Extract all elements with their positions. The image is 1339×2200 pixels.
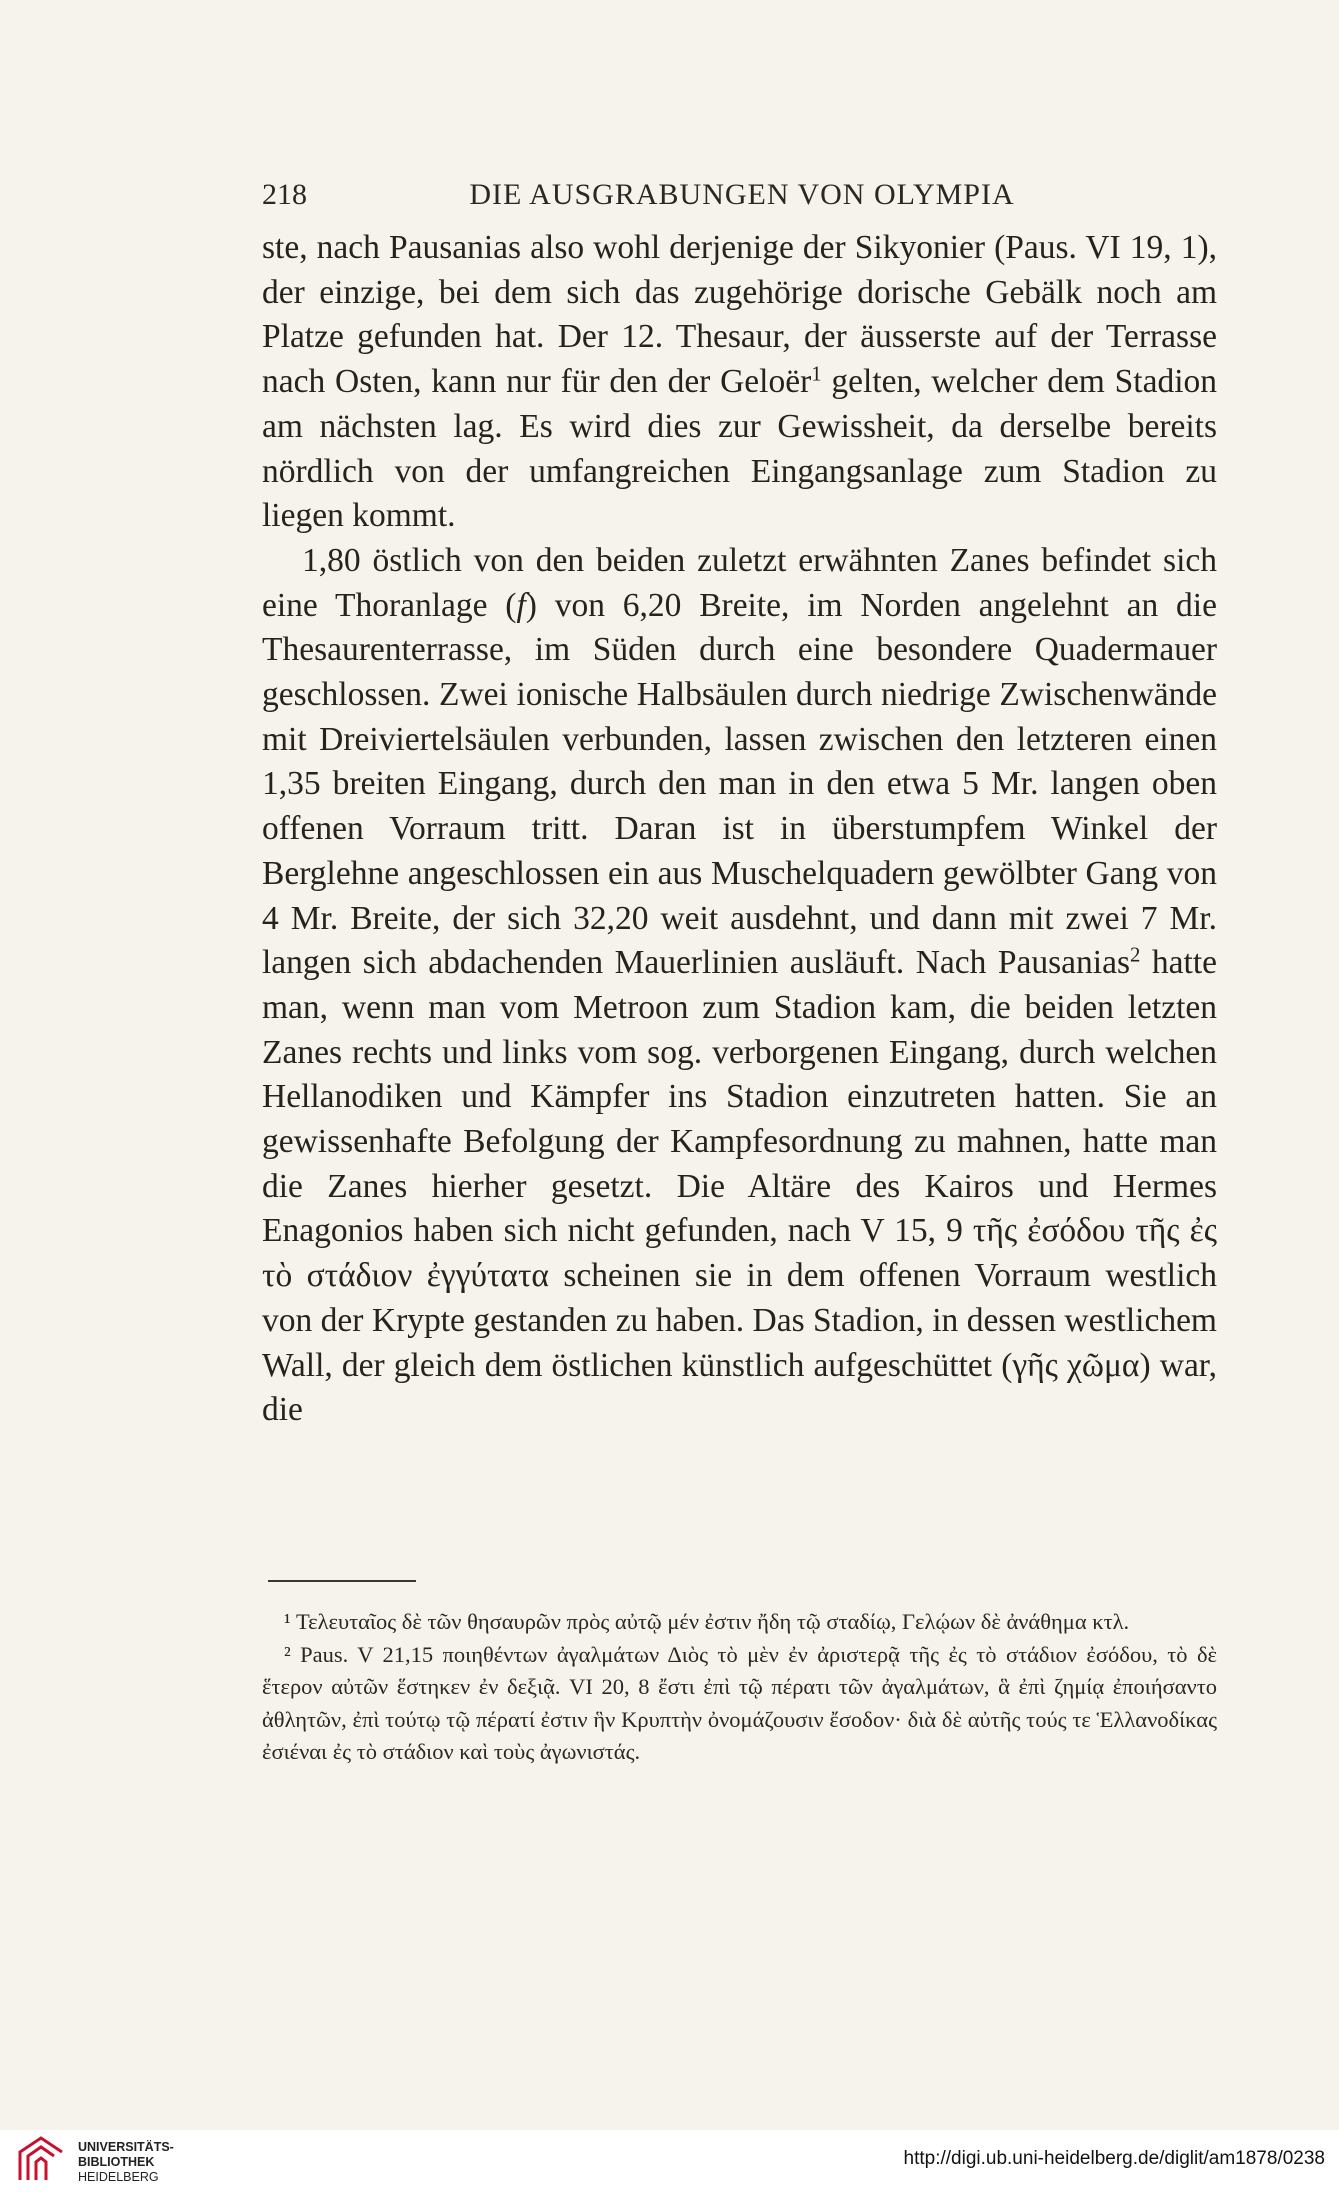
paragraph-1 [262,226,1217,539]
university-library-logo-icon [14,2132,68,2186]
footnote-ref-2: 2 [1130,943,1141,967]
paragraph-1-text-b: gelten, welcher dem Stadion am nächsten lag. Es wird dies zur Gewissheit, da derselbe bereits nördlich von der umfangreichen Eingangsanlage zum Stadion zu liegen kommt. [262,363,1217,535]
paragraph-1-text-a: ste, nach Pausanias also wohl derjenige der Sikyonier (Paus. VI 19, 1), der einzige, bei dem sich das zugehörige dorische Gebälk noch am Platze gefunden hat. Der 12. Thesaur, der äusserste auf der Terrasse nach Osten, kann nur für den der Geloër [262,229,1217,401]
page-number: 218 [262,178,307,211]
running-head [262,178,1222,218]
paragraph-2-text-c: hatte man, wenn man vom Metroon zum Stadion kam, die beiden letzten Zanes rechts und links vom sog. verborgenen Eingang, durch welchen Hellanodiken und Kämpfer ins Stadion einzutreten hatten. Sie an gewissenhafte Befolgung der Kampfesordnung zu mahnen, hatte man die Zanes hierher gesetzt. Die Altäre des Kairos und Hermes Enagonios haben sich nicht gefunden, nach V 15, 9 τῆς ἐσόδου τῆς ἐς τὸ στάδιον ἐγγύτατα scheinen sie in dem offenen Vorraum westlich von der Krypte gestanden zu haben. Das Stadion, in dessen westlichem Wall, der gleich dem östlichen künstlich aufgeschüttet (γῆς χῶμα) war, die [262,944,1218,1429]
paragraph-2-text-a: 1,80 östlich von den beiden zuletzt erwähnten Zanes befindet sich eine Thoranlage ( [262,541,1217,624]
footnote-2: ² Paus. V 21,15 ποιηθέντων ἀγαλμάτων Διὸς τὸ μὲν ἐν ἀριστερᾷ τῆς ἐς τὸ στάδιον ἐσόδου, τὸ δὲ ἕτερον αὐτῶν ἕστηκεν ἐν δεξιᾷ. VI 20, 8 ἔστι ἐπὶ τῷ πέρατι τῶν ἀγαλμάτων, ἃ ἐπὶ ζημίᾳ ἐποιήσαντο ἀθλητῶν, ἐπὶ τούτῳ τῷ πέρατί ἐστιν ἣν Κρυπτὴν ὀνομάζουσιν ἔσοδον· διὰ δὲ αὐτῆς τούς τε Ἑλλανοδίκας ἐσιέναι ἐς τὸ στάδιον καὶ τοὺς ἀγωνιστάς. [262,1641,1217,1764]
library-line-2: BIBLIOTHEK [78,2155,155,2169]
paragraph-2-text-b: ) von 6,20 Breite, im Norden angelehnt an die Thesaurenterrasse, im Süden durch eine besondere Quadermauer geschlossen. Zwei ionische Halbsäulen durch niedrige Zwischenwände mit Dreiviertelsäulen verbunden, lassen zwischen den letzteren einen 1,35 breiten Eingang, durch den man in den etwa 5 Mr. langen oben offenen Vorraum tritt. Daran ist in überstumpfem Winkel der Berglehne angeschlossen ein aus Muschelquadern gewölbter Gang von 4 Mr. Breite, der sich 32,20 weit ausdehnt, und dann mit zwei 7 Mr. langen sich abdachenden Mauerlinien ausläuft. Nach Pausanias [262,586,1217,982]
source-url[interactable]: http://digi.ub.uni-heidelberg.de/diglit/am1878/0238 [903,2148,1325,2169]
footnote-rule [268,1580,416,1582]
body-text [262,226,1217,1433]
library-line-3: HEIDELBERG [78,2170,159,2184]
running-title: DIE AUSGRABUNGEN VON OLYMPIA [469,178,1015,211]
library-line-1: UNIVERSITÄTS- [78,2140,174,2154]
paragraph-2 [262,539,1217,1433]
footnote-1: ¹ Τελευταῖος δὲ τῶν θησαυρῶν πρὸς αὐτῷ μέν ἐστιν ἤδη τῷ σταδίῳ, Γελῴων δὲ ἀνάθημα κτλ. [284,1609,1130,1634]
footnotes [262,1606,1217,1769]
library-name [78,2140,174,2185]
footnote-ref-1: 1 [811,362,822,386]
paragraph-2-italic-f: f [516,586,526,624]
